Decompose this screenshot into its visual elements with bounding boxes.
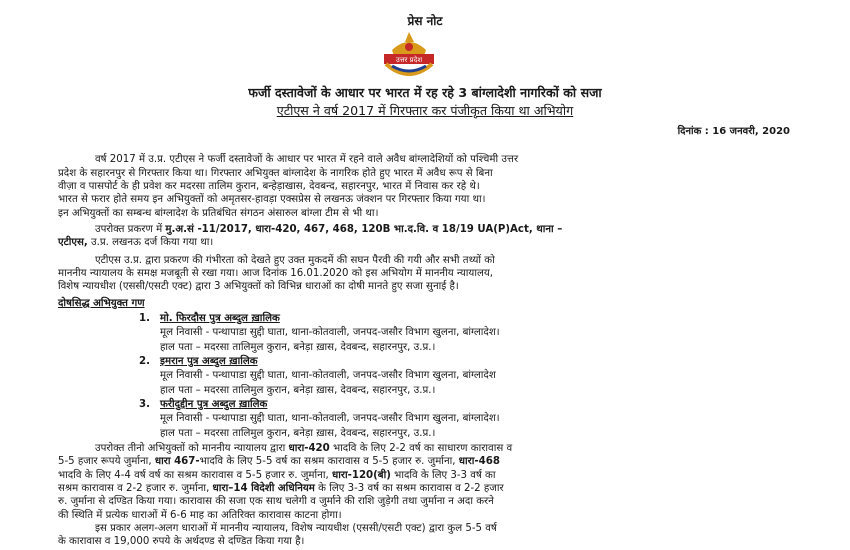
convict-number: 2. [139, 355, 150, 367]
up-police-emblem-icon [378, 30, 440, 80]
press-note-date: दिनांक : 16 जनवरी, 2020 [677, 126, 790, 137]
convict-current-address: हाल पता – मदरसा तालिमुल कुरान, बनेड़ा ख़ास, देवबन्द, सहारनपुर, उ.प्र.। [160, 427, 436, 439]
para3-line: विशेष न्यायधीश (एससी/एसटी एक्ट) द्वारा 3 अभियुक्तों को विभिन्न धाराओं का दोषी मानते हुए सजा सुनाई है। [58, 281, 459, 293]
sentence-line: की स्थिति में प्रत्येक धाराओं में 6-6 माह का अतिरिक्त कारावास काटना होगा। [58, 509, 342, 521]
sentence-line: रु. जुर्माना से दण्डित किया गया। कारावास की सजा एक साथ चलेगी व जुर्माने की राशि जुड़ेगी तथा जुर्माना न अदा करने [58, 496, 494, 508]
para3-line: माननीय न्यायालय के समक्ष मजबूती से रखा गया। आज दिनांक 16.01.2020 को इस अभियोग में माननीय न्यायालय, [58, 268, 494, 279]
para1-line: भारत से फरार होते समय इन अभियुक्तों को अमृतसर-हावड़ा एक्सप्रेस से लखनऊ जंक्शन पर गिरफ्तार किया गया था। [58, 194, 486, 206]
sentence-text: भादवि के लिए 2-2 वर्ष का साधारण कारावास व [329, 442, 513, 454]
sentence-text: 5-5 हजार रूपये जुर्माना, [58, 456, 155, 468]
convict-origin-address: मूल निवासी - पन्थापाडा सुद्दी घाता, थाना-कोतवाली, जनपद-जसौर विभाग खुलना, बांग्लादेश [160, 370, 496, 382]
convict-origin-address: मूल निवासी - पन्थापाडा सुद्दी घाता, थाना-कोतवाली, जनपद-जसौर विभाग खुलना, बांग्लादेश। [160, 327, 500, 339]
sentence-text: सश्रम कारावास व 2-2 हजार रु. जुर्माना, [58, 482, 213, 494]
sentence-text: के लिए 3-3 वर्ष का सश्रम कारावास व 2-2 हजार [314, 482, 504, 494]
convict-number: 3. [139, 398, 150, 410]
sentence-text: भादवि के लिए 3-3 वर्ष का [390, 469, 496, 481]
para1-line: इन अभियुक्तों का सम्बन्ध बांग्लादेश के प्रतिबंधित संगठन अंसारुल बांग्ला टीम से भी था। [58, 207, 379, 219]
convict-name: मो. फिरदौस पुत्र अब्दुल ख़ालिक [160, 312, 280, 324]
para3-line: एटीएस उ.प्र. द्वारा प्रकरण की गंभीरता को देखते हुए उक्त मुकदमें की सघन पैरवी की गयी और सभी तथ्यों को [95, 254, 495, 266]
press-note-title: प्रेस नोट [407, 14, 443, 28]
sentence-section: धारा-468 [458, 456, 500, 468]
para1-line: वीज़ा व पासपोर्ट के ही प्रवेश कर मदरसा तालिम कुरान, बन्हेड़ाखास, देवबन्द, सहारनपुर, भारत में निवास कर रहे थे। [58, 181, 480, 193]
convict-current-address: हाल पता – मदरसा तालिमुल कुरान, बनेड़ा ख़ास, देवबन्द, सहारनपुर, उ.प्र.। [160, 384, 436, 396]
sentence-section: धारा-120(बी) [331, 469, 391, 481]
para1-line: प्रदेश के सहारनपुर से गिरफ्तार किया था। गिरफ्तार अभियुक्त बांग्लादेश के नागरिक होते हुए भारत में अवैध रूप से बिना [58, 167, 493, 179]
subheadline: एटीएस ने वर्ष 2017 में गिरफ्तार कर पंजीकृत किया था अभियोग [276, 103, 574, 118]
convict-name: इमरान पुत्र अब्दुल ख़ालिक [160, 355, 258, 367]
para1-line: वर्ष 2017 में उ.प्र. एटीएस ने फर्जी दस्तावेजों के आधार पर भारत में रहने वाले अवैध बांग्लादेशियों को पश्चिमी उत्तर [95, 154, 519, 166]
case-details-prefix: उपरोक्त प्रकरण में [95, 224, 166, 236]
convict-current-address: हाल पता – मदरसा तालिमुल कुरान, बनेड़ा ख़ास, देवबन्द, सहारनपुर, उ.प्र.। [160, 341, 436, 353]
case-details-suffix: उ.प्र. लखनऊ दर्ज किया गया था। [87, 237, 214, 249]
sentence-line [58, 455, 500, 468]
summary-line: इस प्रकार अलग-अलग धाराओं में माननीय न्यायालय, विशेष न्यायधीश (एससी/एसटी एक्ट) द्वारा कुल 5-5 वर्ष [95, 523, 497, 534]
case-details-line [95, 223, 562, 236]
sentence-line [58, 482, 504, 495]
case-police-station: एटीएस, [58, 237, 88, 249]
sentence-line [58, 469, 496, 482]
convict-number: 1. [139, 312, 150, 324]
convict-name: फरीदुद्दीन पुत्र अब्दुल ख़ालिक [160, 398, 268, 410]
convicts-heading: दोषसिद्ध अभियुक्त गण [58, 297, 145, 309]
sentence-line [95, 442, 512, 455]
sentence-text: भादवि के लिए 4-4 वर्ष वर्ष का सश्रम कारावास व 5-5 हजार रु. जुर्माना, [58, 469, 332, 481]
case-section-numbers: मु.अ.सं -11/2017, धारा-420, 467, 468, 120B भा.द.वि. व 18/19 UA(P)Act, थाना – [165, 224, 563, 236]
sentence-section: धारा–14 विदेशी अधिनियम [212, 482, 315, 494]
sentence-text: भादवि के लिए 5-5 वर्ष का सश्रम कारावास व 5-5 हजार रु. जुर्माना, [199, 456, 459, 468]
sentence-text: उपरोक्त तीनो अभियुक्तों को माननीय न्यायालय द्वारा [95, 442, 289, 454]
sentence-section: धारा-420 [288, 442, 330, 454]
headline: फर्जी दस्तावेजों के आधार पर भारत में रह रहे 3 बांग्लादेशी नागरिकों को सजा [248, 85, 602, 100]
convict-origin-address: मूल निवासी - पन्थापाडा सुद्दी घाता, थाना-कोतवाली, जनपद-जसौर विभाग खुलना, बांग्लादेश। [160, 413, 500, 425]
emblem-text: उत्तर प्रदेश [395, 56, 423, 64]
sentence-section: धारा 467- [154, 456, 200, 468]
summary-line: के कारावास व 19,000 रुपये के अर्थदण्ड से दण्डित किया गया है। [58, 536, 305, 548]
case-details-line [58, 236, 213, 249]
